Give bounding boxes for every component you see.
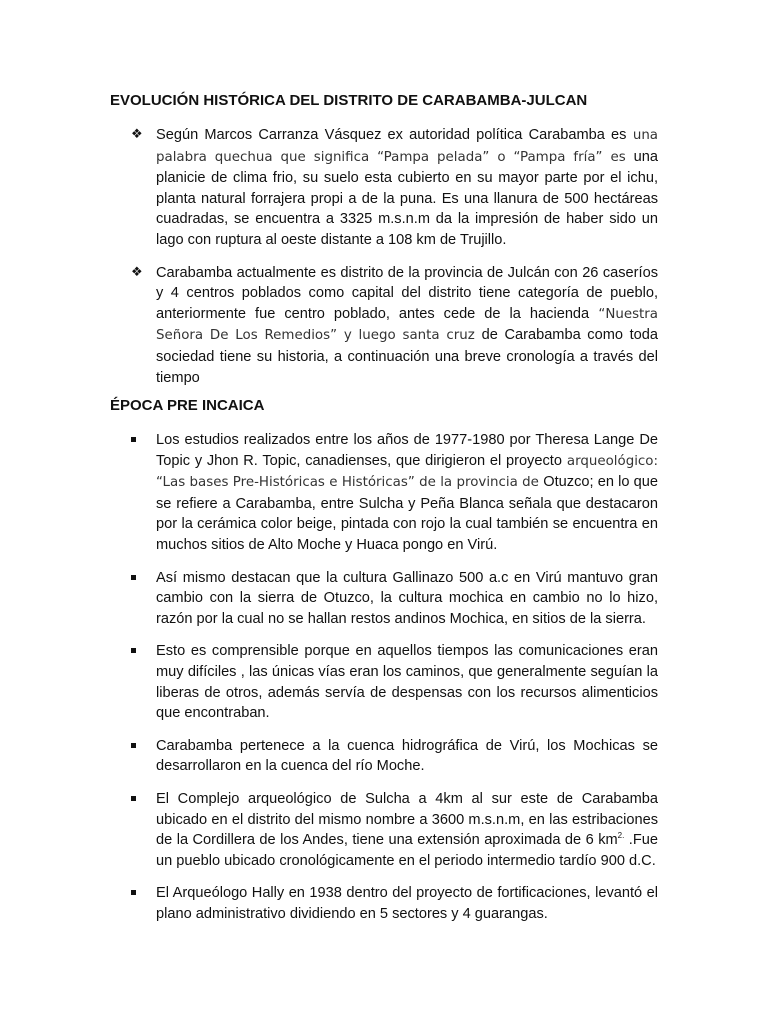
text-run-alt: una palabra quechua que significa “Pampa pelada” o “Pampa fría” es — [156, 128, 659, 165]
paragraph — [156, 263, 658, 389]
text-run: de Carabamba como toda sociedad tiene su historia, a continuación una breve cronología a través del tiempo — [156, 327, 658, 386]
paragraph — [156, 430, 658, 556]
square-bullet-icon — [131, 890, 136, 895]
square-bullet-icon — [131, 575, 136, 580]
square-bullet-icon — [131, 437, 136, 442]
text-run-alt: arqueológico: “Las bases Pre-Históricas e Históricas” de la provincia de — [156, 453, 658, 491]
text-run: Carabamba actualmente es distrito de la provincia de Julcán con 26 caseríos y 4 centros poblados como capital del distrito tiene categoría de pueblo, anteriormente fue centro poblado, antes cede de la hacienda — [156, 264, 658, 322]
list-item — [156, 736, 658, 777]
list-item — [156, 641, 658, 723]
text-run: Según Marcos Carranza Vásquez ex autoridad política Carabamba es — [156, 127, 627, 143]
paragraph: Esto es comprensible porque en aquellos tiempos las comunicaciones eran muy difíciles , las únicas vías eran los caminos, que generalmente seguían la liberas de otros, además servía de despensas con los recursos alimenticios que encontraban. — [156, 643, 658, 722]
superscript: 2. — [617, 831, 625, 841]
diamond-bullet-icon: ❖ — [131, 264, 143, 280]
document-title: EVOLUCIÓN HISTÓRICA DEL DISTRITO DE CARABAMBA-JULCAN — [110, 92, 588, 109]
paragraph: Así mismo destacan que la cultura Gallinazo 500 a.c en Virú mantuvo gran cambio con la sierra de Otuzco, la cultura mochica en cambio no lo hizo, razón por la cual no se hallan restos andinos Mochica, en sitios de la sierra. — [156, 569, 658, 627]
text-run-alt: “Nuestra Señora De Los Remedios” y luego santa cruz — [156, 306, 659, 344]
diamond-bullet-icon: ❖ — [131, 127, 143, 142]
text-run: .Fue un pueblo ubicado cronológicamente en el periodo intermedio tardío 900 d.C. — [156, 832, 658, 869]
intro-list — [0, 125, 768, 400]
section-list — [0, 430, 768, 936]
text-run: El Complejo arqueológico de Sulcha a 4km al sur este de Carabamba ubicado en el distrito del mismo nombre a 3600 m.s.n.m, en las estribaciones de la Cordillera de los Andes, tiene una extensión aproximada de 6 km — [156, 790, 658, 849]
list-item — [131, 263, 659, 389]
square-bullet-icon — [131, 648, 136, 653]
list-item — [156, 883, 658, 924]
list-item — [156, 430, 658, 556]
text-run: Los estudios realizados entre los años de 1977-1980 por Theresa Lange De Topic y Jhon R. Topic, canadienses, que dirigieron el proyecto — [156, 432, 658, 469]
text-run: una planicie de clima frio, su suelo esta cubierto en su mayor parte por el ichu, planta natural forrajera propi a de la puna. Es una llanura de 500 hectáreas cuadradas, se encuentra a 3325 m.s.n.m da la impresión de haber sido un lago con ruptura al oeste distante a 108 km de Trujillo. — [156, 148, 658, 248]
paragraph — [156, 789, 658, 871]
list-item — [156, 789, 658, 871]
paragraph: El Arqueólogo Hally en 1938 dentro del proyecto de fortificaciones, levantó el plano administrativo dividiendo en 5 sectores y 4 guarangas. — [156, 885, 658, 922]
text-run: Otuzco; en lo que se refiere a Carabamba, entre Sulcha y Peña Blanca señala que destacaron por la cerámica color beige, pintada con rojo la cual también se encuentra en muchos sitios de Alto Moche y Huaca pongo en Virú. — [156, 474, 658, 553]
list-item — [156, 568, 658, 630]
square-bullet-icon — [131, 743, 136, 748]
paragraph: Carabamba pertenece a la cuenca hidrográfica de Virú, los Mochicas se desarrollaron en la cuenca del río Moche. — [156, 737, 658, 775]
list-item — [131, 125, 659, 251]
section-title: ÉPOCA PRE INCAICA — [110, 397, 265, 414]
square-bullet-icon — [131, 796, 136, 801]
paragraph — [156, 125, 658, 251]
